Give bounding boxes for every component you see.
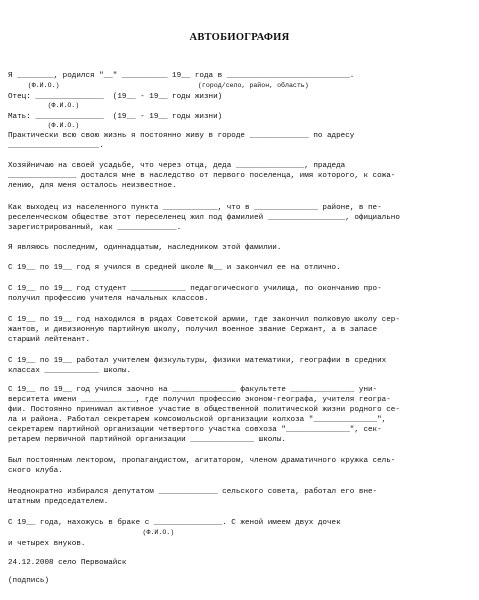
text-line: Отец: _______________ (19__ - 19__ годы жизни)	[8, 93, 223, 101]
document-title: АВТОБИОГРАФИЯ	[189, 32, 290, 43]
text-line: _______________ достался мне в наследство от первого поселенца, имя которого, к сожа-	[8, 172, 396, 180]
text-line: ____________________.	[8, 142, 104, 150]
text-line: лению, для меня осталось неизвестное.	[8, 182, 177, 190]
text-line: зарегистрированный, как _____________.	[8, 224, 182, 232]
text-line: С 19__ по 19__ год учился заочно на ______________ факультете ______________ уни-	[8, 386, 378, 394]
text-line: ла и района. Работал секретарем комсомольской организации колхоза "______________",	[8, 416, 387, 424]
text-line: жантов, и дивизионную партийную школу, получил военное звание Сержант, а в запасе	[8, 326, 378, 334]
text-line: и четырех внуков.	[8, 540, 86, 548]
text-line: С 19__ по 19__ работал учителем физкультуры, физики математики, географии в средних	[8, 357, 387, 365]
text-line: получил профессию учителя начальных классов.	[8, 295, 209, 303]
caption-line: (Ф.И.О.)	[8, 122, 80, 129]
text-line: Как выходец из населенного пункта ____________, что в ______________ районе, в пе-	[8, 204, 382, 212]
text-line: штатным председателем.	[8, 498, 109, 506]
text-line: С 19__ года, нахожусь в браке с _______________. С женой имеем двух дочек	[8, 519, 341, 527]
date-place-line: 24.12.2008 село Первомайск	[8, 559, 127, 567]
text-line: классах ____________ школы.	[8, 367, 132, 375]
text-line: реселенческом обществе этот переселенец жил под фамилией _________________, официально	[8, 214, 400, 222]
caption-line: (Ф.И.О.)	[8, 529, 175, 536]
text-line: Хозяйничаю на своей усадьбе, что через отца, деда _______________, прадеда	[8, 162, 346, 170]
signature-label: (подпись)	[8, 577, 50, 585]
text-line: ского клуба.	[8, 467, 63, 475]
text-line: Неоднократно избирался депутатом _____________ сельского совета, работал его вне-	[8, 488, 378, 496]
caption-line: (Ф.И.О.) (город/село, район, область)	[8, 82, 309, 89]
text-line: фии. Постоянно принимал активное участие в общественной политической жизни родного се-	[8, 406, 400, 414]
text-line: ретарем первичной партийной организации ______________ школы.	[8, 436, 286, 444]
text-line: Мать: _______________ (19__ - 19__ годы жизни)	[8, 113, 223, 121]
caption-line: (Ф.И.О.)	[8, 102, 80, 109]
text-line: Я являюсь последним, одиннадцатым, наследником этой фамилии.	[8, 244, 282, 252]
text-line: С 19__ по 19__ год находился в рядах Советской армии, где закончил полковую школу сер-	[8, 316, 400, 324]
text-line: С 19__ по 19__ год студент ____________ педагогического училища, по окончанию про-	[8, 285, 382, 293]
text-line: Был постоянным лектором, пропагандистом, агитатором, членом драматичного кружка сель-	[8, 457, 396, 465]
text-line: верситета имени ____________, где получил профессию эконом-географа, учителя геогра-	[8, 396, 391, 404]
text-line: старший лейтенант.	[8, 336, 91, 344]
text-line: секретарем партийной организации четвертого участка совхоза "______________", сек-	[8, 426, 382, 434]
text-line: Практически всю свою жизнь я постоянно живу в городе _____________ по адресу	[8, 132, 355, 140]
text-line: С 19__ по 19__ год я учился в средней школе №__ и закончил ее на отлично.	[8, 264, 341, 272]
text-line: Я ________, родился "__" __________ 19__ года в ___________________________.	[8, 72, 355, 80]
